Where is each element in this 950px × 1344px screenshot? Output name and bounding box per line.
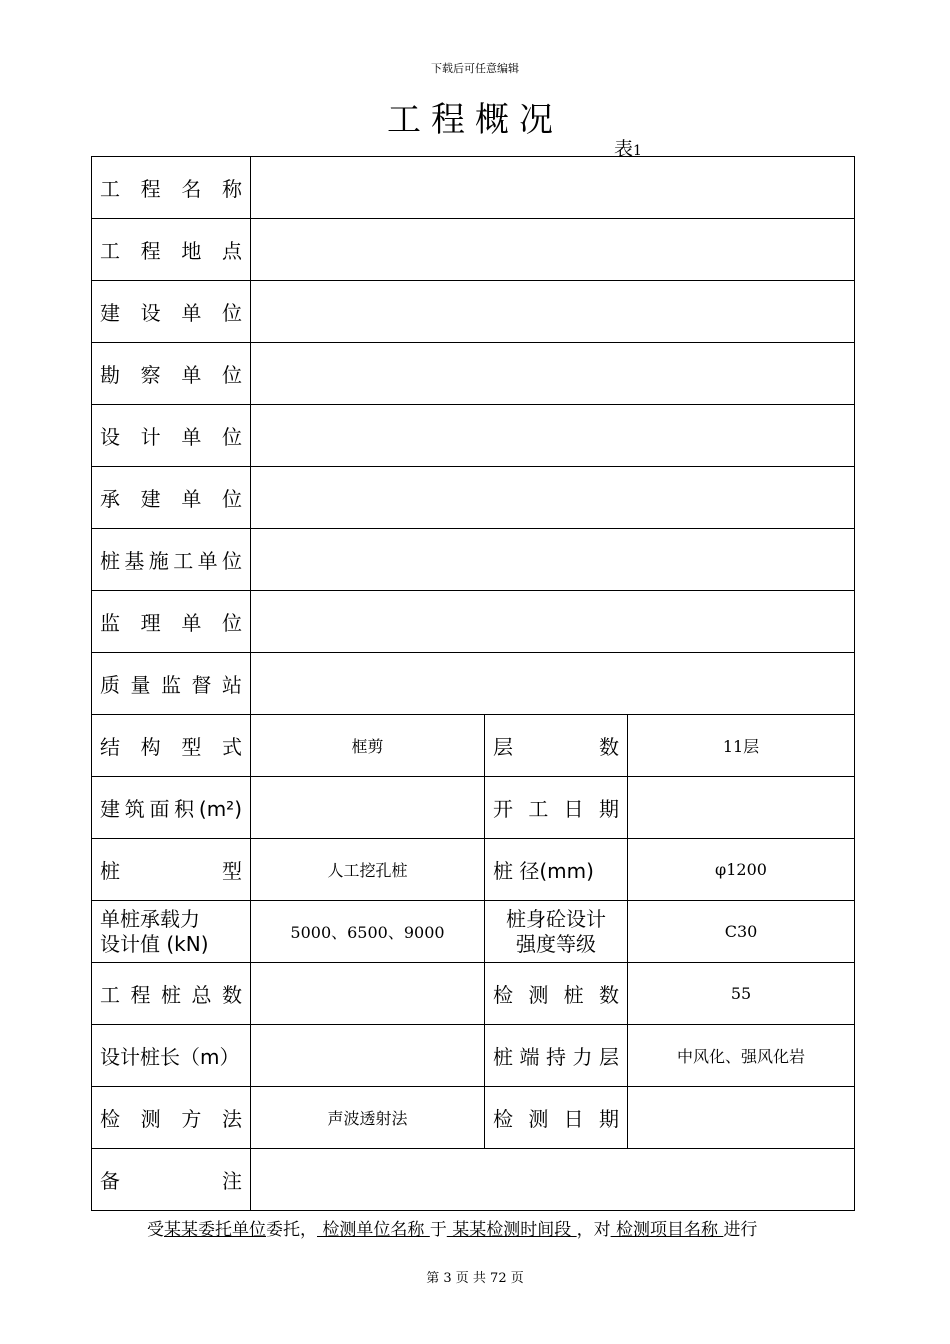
testing-unit-placeholder: 检测单位名称 bbox=[317, 1220, 430, 1240]
pile-contractor-label: 桩基施工单位 bbox=[92, 529, 251, 591]
table-row bbox=[92, 1087, 855, 1149]
bearing-capacity-value[interactable]: 5000、6500、9000 bbox=[251, 901, 485, 963]
survey-unit-label: 勘察单位 bbox=[92, 343, 251, 405]
project-site-label: 工程地点 bbox=[92, 219, 251, 281]
table-row bbox=[92, 715, 855, 777]
table-row bbox=[92, 963, 855, 1025]
pile-diameter-label: 桩 径(mm) bbox=[485, 839, 628, 901]
bearing-layer-value[interactable]: 中风化、强风化岩 bbox=[628, 1025, 855, 1087]
test-method-value[interactable]: 声波透射法 bbox=[251, 1087, 485, 1149]
pile-length-label: 设计桩长（m） bbox=[92, 1025, 251, 1087]
testing-period-placeholder: 某某检测时间段 bbox=[446, 1220, 577, 1240]
paragraph-text: 受 bbox=[147, 1220, 164, 1240]
contractor-unit-value[interactable] bbox=[251, 467, 855, 529]
design-unit-value[interactable] bbox=[251, 405, 855, 467]
contractor-unit-label: 承建单位 bbox=[92, 467, 251, 529]
pile-type-label: 桩 型 bbox=[92, 839, 251, 901]
table-row bbox=[92, 529, 855, 591]
total-piles-value[interactable] bbox=[251, 963, 485, 1025]
table-row bbox=[92, 343, 855, 405]
floors-label: 层 数 bbox=[485, 715, 628, 777]
table-row bbox=[92, 591, 855, 653]
paragraph-text: 进行 bbox=[723, 1220, 758, 1240]
table-row bbox=[92, 777, 855, 839]
table-row bbox=[92, 1149, 855, 1211]
paragraph-text: 于 bbox=[429, 1220, 447, 1240]
tested-piles-label: 检测桩数 bbox=[485, 963, 628, 1025]
test-method-label: 检测方法 bbox=[92, 1087, 251, 1149]
table-number-prefix: 表 bbox=[614, 138, 634, 160]
test-date-value[interactable] bbox=[628, 1087, 855, 1149]
project-site-value[interactable] bbox=[251, 219, 855, 281]
table-row bbox=[92, 467, 855, 529]
quality-station-value[interactable] bbox=[251, 653, 855, 715]
builder-unit-label: 建设单位 bbox=[92, 281, 251, 343]
paragraph-text: ，对 bbox=[576, 1220, 611, 1240]
pile-length-value[interactable] bbox=[251, 1025, 485, 1087]
page-title: 工程概况 bbox=[387, 100, 563, 140]
testing-item-placeholder: 检测项目名称 bbox=[610, 1220, 724, 1240]
supervisor-unit-value[interactable] bbox=[251, 591, 855, 653]
design-unit-label: 设计单位 bbox=[92, 405, 251, 467]
bearing-capacity-label bbox=[92, 901, 251, 963]
pile-diameter-value[interactable]: φ1200 bbox=[628, 839, 855, 901]
concrete-grade-label-line2: 强度等级 bbox=[516, 931, 596, 956]
table-row bbox=[92, 281, 855, 343]
table-number-value: 1 bbox=[633, 143, 642, 159]
structure-type-value[interactable]: 框剪 bbox=[251, 715, 485, 777]
table-row bbox=[92, 1025, 855, 1087]
floors-value[interactable]: 11层 bbox=[628, 715, 855, 777]
header-note: 下载后可任意编辑 bbox=[431, 62, 519, 75]
concrete-grade-label bbox=[485, 901, 628, 963]
tested-piles-value[interactable]: 55 bbox=[628, 963, 855, 1025]
table-row bbox=[92, 157, 855, 219]
pile-type-value[interactable]: 人工挖孔桩 bbox=[251, 839, 485, 901]
table-row bbox=[92, 653, 855, 715]
building-area-value[interactable] bbox=[251, 777, 485, 839]
start-date-value[interactable] bbox=[628, 777, 855, 839]
table-row bbox=[92, 219, 855, 281]
supervisor-unit-label: 监理单位 bbox=[92, 591, 251, 653]
quality-station-label: 质量监督站 bbox=[92, 653, 251, 715]
bearing-capacity-label-line2: 设计值 (kN) bbox=[100, 931, 209, 956]
client-placeholder: 某某委托单位 bbox=[164, 1220, 266, 1240]
remarks-label: 备 注 bbox=[92, 1149, 251, 1211]
table-row bbox=[92, 901, 855, 963]
body-paragraph bbox=[91, 1215, 854, 1240]
concrete-grade-value[interactable]: C30 bbox=[628, 901, 855, 963]
project-name-label: 工程名称 bbox=[92, 157, 251, 219]
bearing-capacity-label-line1: 单桩承载力 bbox=[100, 906, 200, 931]
test-date-label: 检测日期 bbox=[485, 1087, 628, 1149]
pile-contractor-value[interactable] bbox=[251, 529, 855, 591]
builder-unit-value[interactable] bbox=[251, 281, 855, 343]
table-row bbox=[92, 839, 855, 901]
remarks-value[interactable] bbox=[251, 1149, 855, 1211]
project-overview-table bbox=[91, 156, 855, 1211]
project-name-value[interactable] bbox=[251, 157, 855, 219]
building-area-label: 建筑面积(m²) bbox=[92, 777, 251, 839]
table-row bbox=[92, 405, 855, 467]
concrete-grade-label-line1: 桩身砼设计 bbox=[506, 906, 606, 931]
page-number: 第 3 页 共 72 页 bbox=[426, 1271, 524, 1286]
survey-unit-value[interactable] bbox=[251, 343, 855, 405]
start-date-label: 开工日期 bbox=[485, 777, 628, 839]
bearing-layer-label: 桩端持力层 bbox=[485, 1025, 628, 1087]
total-piles-label: 工程桩总数 bbox=[92, 963, 251, 1025]
paragraph-text: 委托， bbox=[266, 1220, 317, 1240]
structure-type-label: 结构型式 bbox=[92, 715, 251, 777]
